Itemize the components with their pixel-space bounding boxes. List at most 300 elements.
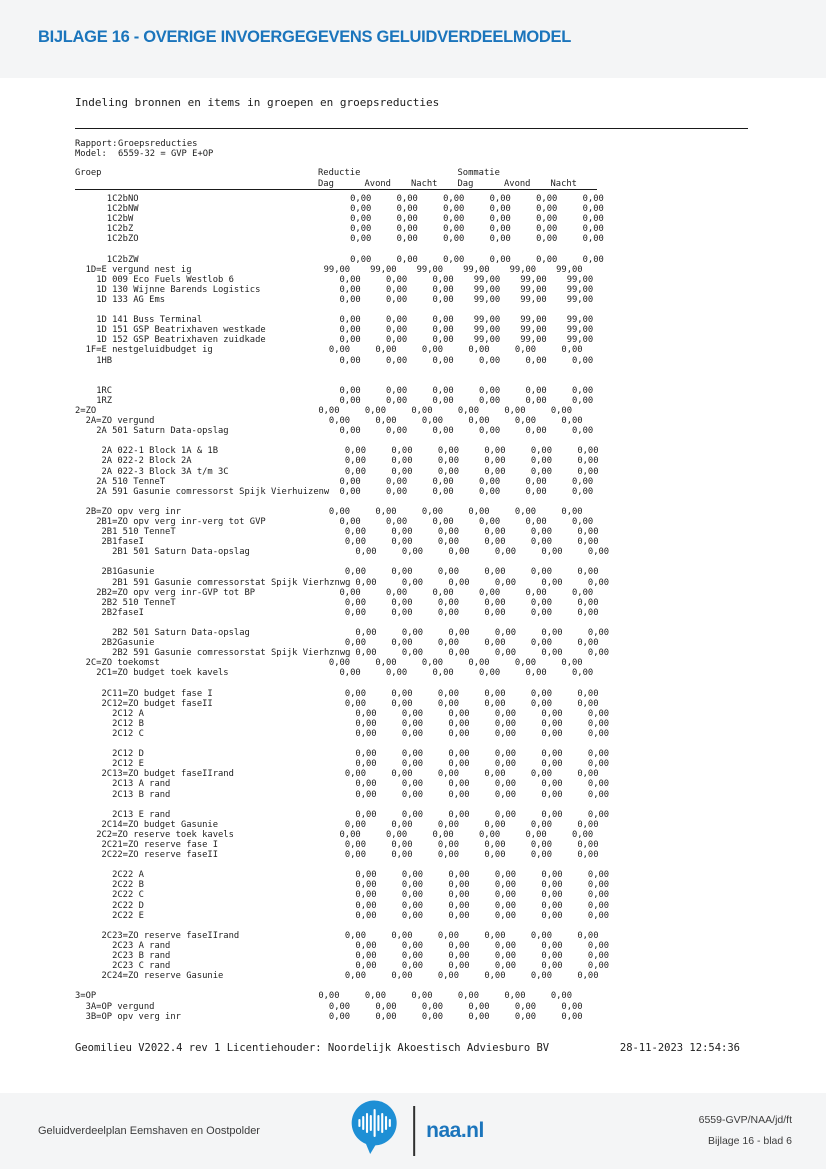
group-name: 2C1=ZO budget toek kavels	[96, 668, 229, 679]
reductie-dag-value: 99,00	[323, 264, 351, 275]
group-name: 1C2bZ	[106, 224, 134, 235]
reductie-dag-value: 0,00	[355, 759, 377, 770]
sommatie-nacht-value: 0,00	[587, 940, 610, 951]
sommatie-dag-value: 0,00	[479, 395, 501, 406]
sommatie-avond-value: 0,00	[514, 416, 537, 427]
table-row	[75, 416, 629, 426]
table-row	[75, 547, 629, 557]
footer-bar	[0, 1093, 826, 1169]
reductie-avond-value: 0,00	[401, 809, 424, 820]
reductie-nacht-value: 0,00	[432, 426, 454, 437]
sommatie-nacht-value: 0,00	[577, 638, 599, 649]
sommatie-dag-value: 0,00	[494, 728, 517, 739]
sommatie-dag-value: 0,00	[494, 870, 517, 881]
sommatie-avond-value: 0,00	[525, 395, 547, 406]
reductie-nacht-value: 0,00	[443, 224, 465, 235]
sommatie-avond-value: 0,00	[530, 819, 552, 830]
sommatie-dag-value: 0,00	[484, 456, 506, 467]
sommatie-nacht-value: 0,00	[572, 587, 594, 598]
reductie-nacht-value: 0,00	[448, 870, 470, 881]
table-row	[75, 467, 629, 477]
sommatie-nacht-value: 0,00	[587, 708, 610, 719]
group-name: 2C13 B rand	[112, 789, 171, 800]
sommatie-dag-value: 0,00	[484, 446, 506, 457]
table-row	[75, 345, 629, 355]
reductie-avond-value: 0,00	[401, 628, 424, 639]
reductie-avond-value: 0,00	[401, 718, 424, 729]
meta-rapport	[75, 139, 213, 149]
sommatie-avond-value: 0,00	[541, 547, 563, 558]
reductie-avond-value: 0,00	[391, 930, 413, 941]
sommatie-nacht-value: 0,00	[587, 718, 610, 729]
group-name: 2B2 510 TenneT	[101, 597, 176, 608]
table-row	[75, 951, 629, 961]
reductie-avond-value: 0,00	[401, 880, 424, 891]
reductie-nacht-value: 0,00	[443, 214, 465, 225]
table-spacer	[75, 679, 629, 689]
table-row	[75, 537, 629, 547]
sommatie-nacht-value: 0,00	[561, 345, 583, 356]
sommatie-avond-value: 0,00	[536, 234, 558, 245]
sommatie-avond-value: 0,00	[530, 850, 552, 861]
reductie-nacht-value: 0,00	[448, 890, 470, 901]
reductie-nacht-value: 0,00	[437, 769, 459, 780]
group-name: 1RC	[96, 385, 113, 396]
sommatie-avond-value: 0,00	[541, 900, 563, 911]
group-name: 1F=E nestgeluidbudget ig	[85, 345, 213, 356]
reductie-nacht-value: 0,00	[421, 416, 444, 427]
sommatie-avond-value: 0,00	[541, 759, 563, 770]
spacer-cell	[406, 168, 453, 179]
table-header-rule	[75, 189, 597, 190]
table-header-sections-row	[75, 168, 592, 179]
reductie-dag-value: 0,00	[350, 214, 372, 225]
sommatie-avond-value: 0,00	[514, 1011, 537, 1022]
column-header-reductie-nacht: Nacht	[411, 178, 438, 189]
sommatie-dag-value: 99,00	[473, 294, 501, 305]
sommatie-avond-value: 0,00	[541, 961, 563, 972]
reductie-dag-value: 0,00	[350, 204, 372, 215]
reductie-dag-value: 0,00	[339, 355, 361, 366]
reductie-avond-value: 0,00	[391, 769, 413, 780]
sommatie-nacht-value: 0,00	[587, 890, 610, 901]
sommatie-avond-value: 0,00	[530, 971, 552, 982]
reductie-dag-value: 0,00	[328, 658, 351, 669]
reductie-avond-value: 0,00	[364, 405, 386, 416]
sommatie-avond-value: 0,00	[541, 728, 563, 739]
group-name: 2C12 A	[112, 708, 144, 719]
sommatie-nacht-value: 0,00	[587, 749, 610, 760]
table-row	[75, 527, 629, 537]
sommatie-avond-value: 0,00	[541, 779, 563, 790]
reductie-dag-value: 0,00	[339, 385, 361, 396]
sommatie-nacht-value: 0,00	[587, 880, 610, 891]
sommatie-dag-value: 0,00	[494, 708, 517, 719]
reductie-avond-value: 0,00	[391, 446, 413, 457]
reductie-dag-value: 0,00	[344, 698, 366, 709]
sommatie-dag-value: 0,00	[489, 214, 511, 225]
sommatie-avond-value: 0,00	[541, 718, 563, 729]
spacer-cell	[546, 168, 593, 179]
soundwave-bubble-icon	[350, 1100, 400, 1162]
sommatie-dag-value: 0,00	[468, 506, 490, 517]
sommatie-avond-value: 0,00	[525, 426, 547, 437]
reductie-dag-value: 0,00	[355, 940, 377, 951]
sommatie-nacht-value: 99,00	[566, 325, 594, 336]
sommatie-avond-value: 0,00	[541, 880, 563, 891]
sommatie-avond-value: 99,00	[509, 264, 537, 275]
sommatie-nacht-value: 0,00	[587, 951, 610, 962]
sommatie-nacht-value: 0,00	[561, 658, 583, 669]
sommatie-dag-value: 0,00	[484, 567, 506, 578]
reductie-avond-value: 0,00	[375, 1011, 397, 1022]
reductie-nacht-value: 0,00	[432, 274, 454, 285]
reductie-avond-value: 0,00	[391, 466, 413, 477]
sommatie-nacht-value: 99,00	[566, 274, 594, 285]
group-name: 2C12 C	[112, 728, 144, 739]
sommatie-dag-value: 0,00	[494, 648, 517, 659]
table-row	[75, 850, 629, 860]
reductie-nacht-value: 0,00	[437, 456, 459, 467]
table-row	[75, 961, 629, 971]
sommatie-dag-value: 0,00	[468, 658, 490, 669]
sommatie-dag-value: 0,00	[494, 940, 517, 951]
table-spacer	[75, 244, 629, 254]
reductie-nacht-value: 0,00	[437, 850, 459, 861]
reductie-nacht-value: 0,00	[437, 840, 459, 850]
table-spacer	[75, 436, 629, 446]
naa-logo	[350, 1100, 484, 1162]
table-row	[75, 507, 629, 517]
reductie-nacht-value: 0,00	[448, 910, 470, 921]
sommatie-dag-value: 99,00	[473, 315, 501, 326]
sommatie-nacht-value: 0,00	[550, 991, 572, 1002]
group-name: 2A 510 TenneT	[96, 476, 166, 487]
reductie-nacht-value: 0,00	[421, 658, 444, 669]
column-header-reductie-dag: Dag	[318, 178, 334, 189]
sommatie-avond-value: 0,00	[504, 405, 526, 416]
sommatie-nacht-value: 0,00	[550, 405, 572, 416]
reductie-avond-value: 0,00	[391, 688, 413, 699]
reductie-avond-value: 0,00	[386, 335, 408, 346]
sommatie-nacht-value: 0,00	[582, 224, 604, 235]
reductie-dag-value: 0,00	[328, 506, 351, 517]
reductie-avond-value: 0,00	[386, 668, 408, 679]
reductie-avond-value: 0,00	[386, 395, 408, 406]
group-name: 3=OP	[75, 991, 97, 1002]
reductie-dag-value: 0,00	[339, 476, 361, 487]
reductie-dag-value: 0,00	[339, 829, 361, 840]
reductie-nacht-value: 0,00	[448, 547, 470, 558]
column-header-sommatie-nacht: Nacht	[550, 178, 577, 189]
table-header	[75, 168, 592, 189]
table-row	[75, 426, 629, 436]
sommatie-avond-value: 0,00	[514, 658, 537, 669]
sommatie-dag-value: 0,00	[484, 840, 506, 850]
table-row	[75, 638, 629, 648]
sommatie-nacht-value: 0,00	[577, 769, 599, 780]
group-name: 1C2bNO	[106, 194, 139, 204]
sommatie-dag-value: 0,00	[479, 829, 501, 840]
reductie-dag-value: 0,00	[344, 527, 366, 538]
group-name: 2A 022-1 Block 1A & 1B	[101, 446, 219, 457]
page-reference: Bijlage 16 - blad 6	[707, 1135, 792, 1147]
sommatie-nacht-value: 0,00	[572, 395, 594, 406]
sommatie-nacht-value: 0,00	[587, 547, 610, 558]
table-row	[75, 517, 629, 527]
sommatie-nacht-value: 99,00	[556, 264, 583, 275]
page-title: BIJLAGE 16 - OVERIGE INVOERGEGEVENS GELUIDVERDEELMODEL	[38, 28, 571, 46]
group-name: 2C23 A rand	[112, 940, 171, 951]
group-name: 2C12=ZO budget faseII	[101, 698, 213, 709]
sommatie-nacht-value: 0,00	[577, 819, 599, 830]
reductie-avond-value: 0,00	[401, 890, 424, 901]
table-header-columns-row	[75, 179, 592, 190]
sommatie-nacht-value: 0,00	[582, 214, 604, 225]
group-name: 2B1 510 TenneT	[101, 527, 176, 538]
sommatie-nacht-value: 0,00	[587, 759, 610, 770]
sommatie-dag-value: 0,00	[489, 194, 511, 204]
reductie-dag-value: 0,00	[318, 405, 340, 416]
sommatie-avond-value: 0,00	[530, 446, 552, 457]
table-row	[75, 668, 629, 678]
reductie-avond-value: 0,00	[364, 991, 386, 1002]
reductie-dag-value: 0,00	[350, 224, 372, 235]
reductie-nacht-value: 0,00	[421, 506, 444, 517]
sommatie-avond-value: 99,00	[520, 294, 547, 305]
reductie-avond-value: 0,00	[396, 214, 418, 225]
group-name: 1RZ	[96, 395, 113, 406]
reductie-nacht-value: 0,00	[437, 466, 459, 477]
sommatie-nacht-value: 0,00	[572, 486, 594, 497]
sommatie-avond-value: 0,00	[530, 688, 552, 699]
spacer-cell	[360, 168, 407, 179]
table-row	[75, 265, 629, 275]
top-rule	[75, 128, 748, 129]
logo-divider	[413, 1106, 415, 1156]
report-meta	[75, 139, 213, 159]
reductie-dag-value: 0,00	[339, 325, 361, 336]
sommatie-avond-value: 0,00	[541, 890, 563, 901]
reductie-dag-value: 0,00	[344, 688, 366, 699]
table-row	[75, 315, 629, 325]
group-name: 2C=ZO toekomst	[85, 658, 160, 669]
group-name: 2A 501 Saturn Data-opslag	[96, 426, 229, 437]
rapport-label: Rapport:	[75, 139, 118, 149]
sommatie-nacht-value: 0,00	[587, 789, 610, 800]
group-name: 2=ZO	[75, 405, 97, 416]
sommatie-avond-value: 0,00	[541, 789, 563, 800]
column-header-groep: Groep	[75, 168, 102, 178]
table-row	[75, 971, 629, 981]
column-header-reductie-avond: Avond	[364, 178, 391, 189]
group-name: 2B2 501 Saturn Data-opslag	[112, 628, 250, 639]
reductie-dag-value: 0,00	[355, 547, 377, 558]
reductie-avond-value: 0,00	[401, 749, 424, 760]
reductie-avond-value: 0,00	[401, 759, 424, 770]
sommatie-dag-value: 0,00	[489, 224, 511, 235]
reductie-nacht-value: 0,00	[432, 668, 454, 679]
reductie-avond-value: 0,00	[391, 537, 413, 548]
group-name: 1C2bZW	[106, 254, 139, 265]
reductie-nacht-value: 0,00	[448, 880, 470, 891]
group-name: 1D 152 GSP Beatrixhaven zuidkade	[96, 335, 266, 346]
reductie-dag-value: 0,00	[344, 819, 366, 830]
reductie-nacht-value: 0,00	[432, 355, 454, 366]
sommatie-nacht-value: 0,00	[577, 446, 599, 457]
sommatie-avond-value: 0,00	[541, 910, 563, 921]
group-name: 2C23 C rand	[112, 961, 171, 972]
sommatie-nacht-value: 0,00	[577, 971, 599, 982]
sommatie-dag-value: 0,00	[494, 759, 517, 770]
table-row	[75, 870, 629, 880]
table-row	[75, 325, 629, 335]
reductie-nacht-value: 0,00	[437, 638, 459, 649]
sommatie-avond-value: 0,00	[530, 607, 552, 618]
sommatie-nacht-value: 99,00	[566, 315, 594, 326]
rapport-value: Groepsreducties	[118, 139, 198, 149]
reductie-dag-value: 0,00	[350, 194, 372, 204]
table-row	[75, 759, 629, 769]
reductie-nacht-value: 0,00	[448, 628, 470, 639]
group-name: 2B2=ZO opv verg inr-GVP tot BP	[96, 587, 256, 598]
reductie-avond-value: 0,00	[391, 527, 413, 538]
group-name: 2C12 D	[112, 749, 144, 760]
sommatie-dag-value: 0,00	[494, 628, 517, 639]
sommatie-dag-value: 0,00	[484, 850, 506, 861]
sommatie-avond-value: 0,00	[525, 587, 547, 598]
reductie-dag-value: 0,00	[318, 991, 340, 1002]
reductie-nacht-value: 0,00	[411, 991, 433, 1002]
group-name: 2A=ZO vergund	[85, 416, 155, 427]
sommatie-nacht-value: 99,00	[566, 284, 594, 295]
reductie-nacht-value: 0,00	[443, 204, 465, 215]
document-reference: 6559-GVP/NAA/jd/ft	[698, 1114, 792, 1126]
sommatie-dag-value: 0,00	[494, 779, 517, 790]
reductie-nacht-value: 0,00	[437, 688, 459, 699]
sommatie-avond-value: 0,00	[530, 769, 552, 780]
sommatie-avond-value: 0,00	[525, 476, 547, 487]
sommatie-avond-value: 99,00	[520, 325, 547, 336]
reductie-avond-value: 0,00	[391, 819, 413, 830]
group-name: 2C14=ZO budget Gasunie	[101, 819, 219, 830]
reductie-avond-value: 0,00	[391, 456, 413, 467]
group-name: 2C23 B rand	[112, 951, 171, 962]
reductie-dag-value: 0,00	[339, 315, 361, 326]
reductie-avond-value: 0,00	[391, 597, 413, 608]
sommatie-dag-value: 0,00	[484, 466, 506, 477]
reductie-nacht-value: 0,00	[432, 284, 454, 295]
sommatie-nacht-value: 0,00	[572, 829, 594, 840]
sommatie-avond-value: 0,00	[514, 506, 537, 517]
reductie-dag-value: 0,00	[339, 284, 361, 295]
group-name: 1D=E vergund nest ig	[85, 264, 192, 275]
table-row	[75, 335, 629, 345]
reductie-nacht-value: 0,00	[421, 1011, 444, 1022]
sommatie-dag-value: 0,00	[484, 537, 506, 548]
sommatie-nacht-value: 0,00	[577, 466, 599, 477]
sommatie-nacht-value: 0,00	[577, 840, 599, 850]
reductie-avond-value: 0,00	[401, 648, 424, 659]
group-name: 2B=ZO opv verg inr	[85, 506, 181, 517]
reductie-avond-value: 0,00	[401, 910, 424, 921]
sommatie-nacht-value: 0,00	[572, 385, 594, 396]
reductie-avond-value: 0,00	[391, 840, 413, 850]
sommatie-avond-value: 0,00	[541, 648, 563, 659]
reductie-dag-value: 0,00	[355, 809, 377, 820]
reductie-avond-value: 0,00	[401, 870, 424, 881]
sommatie-dag-value: 0,00	[494, 880, 517, 891]
sommatie-nacht-value: 0,00	[577, 456, 599, 467]
sommatie-dag-value: 0,00	[494, 577, 517, 588]
table-row	[75, 356, 629, 366]
sommatie-dag-value: 0,00	[494, 789, 517, 800]
reductie-dag-value: 0,00	[344, 567, 366, 578]
reductie-nacht-value: 0,00	[448, 759, 470, 770]
footer-reference	[699, 1110, 792, 1152]
group-name: 2C12 B	[112, 718, 144, 729]
reductie-dag-value: 0,00	[339, 335, 361, 346]
section-header-sommatie: Sommatie	[457, 168, 500, 178]
group-name: 2C21=ZO reserve fase I	[101, 840, 219, 850]
table-row	[75, 769, 629, 779]
reductie-avond-value: 0,00	[401, 547, 424, 558]
sommatie-nacht-value: 0,00	[572, 476, 594, 487]
reductie-nacht-value: 0,00	[448, 809, 470, 820]
sommatie-dag-value: 0,00	[494, 951, 517, 962]
reductie-dag-value: 0,00	[355, 789, 377, 800]
reductie-dag-value: 0,00	[344, 930, 366, 941]
reductie-dag-value: 0,00	[355, 880, 377, 891]
reductie-dag-value: 0,00	[344, 446, 366, 457]
section-title: Indeling bronnen en items in groepen en groepsreducties	[75, 96, 440, 109]
sommatie-nacht-value: 0,00	[582, 254, 604, 265]
reductie-dag-value: 0,00	[328, 345, 351, 356]
sommatie-nacht-value: 0,00	[577, 698, 599, 709]
reductie-nacht-value: 0,00	[443, 194, 465, 204]
sommatie-dag-value: 0,00	[494, 890, 517, 901]
reductie-dag-value: 0,00	[339, 426, 361, 437]
reductie-nacht-value: 0,00	[432, 486, 454, 497]
table-row	[75, 719, 629, 729]
sommatie-avond-value: 0,00	[525, 829, 547, 840]
sommatie-dag-value: 0,00	[479, 476, 501, 487]
group-name: 2B1Gasunie	[101, 567, 155, 578]
sommatie-dag-value: 0,00	[457, 991, 479, 1002]
reductie-nacht-value: 0,00	[432, 325, 454, 336]
sommatie-nacht-value: 0,00	[587, 910, 610, 921]
table-row	[75, 567, 629, 577]
sommatie-dag-value: 0,00	[494, 910, 517, 921]
reductie-nacht-value: 0,00	[432, 395, 454, 406]
report-footer	[75, 1042, 740, 1054]
reductie-avond-value: 0,00	[386, 829, 408, 840]
reductie-nacht-value: 0,00	[437, 930, 459, 941]
reductie-dag-value: 0,00	[355, 577, 377, 588]
sommatie-avond-value: 0,00	[530, 537, 552, 548]
reductie-nacht-value: 0,00	[443, 254, 465, 265]
reductie-dag-value: 0,00	[355, 910, 377, 921]
sommatie-nacht-value: 0,00	[577, 597, 599, 608]
reductie-avond-value: 0,00	[386, 517, 408, 527]
sommatie-avond-value: 0,00	[541, 870, 563, 881]
footer-plan-title: Geluidverdeelplan Eemshaven en Oostpolder	[38, 1125, 260, 1137]
sommatie-avond-value: 0,00	[530, 456, 552, 467]
sommatie-dag-value: 0,00	[479, 587, 501, 598]
sommatie-dag-value: 0,00	[484, 688, 506, 699]
table-row	[75, 477, 629, 487]
group-name: 2A 591 Gasunie comressorst Spijk Vierhuizenw	[96, 486, 330, 497]
